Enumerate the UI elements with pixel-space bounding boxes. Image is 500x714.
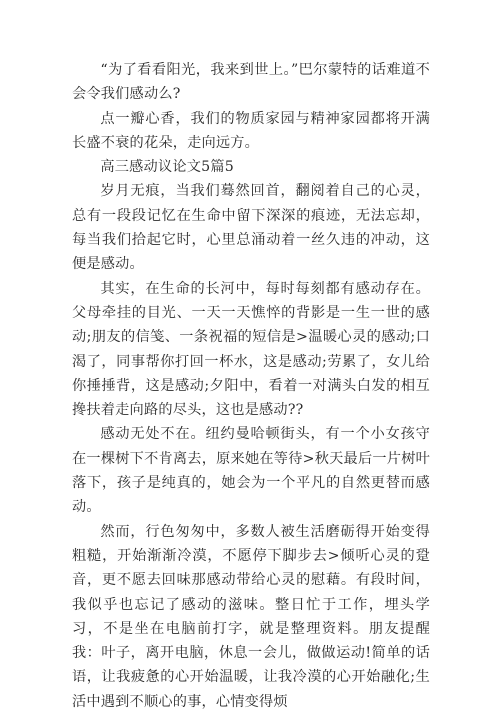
body-paragraph: 岁月无痕，当我们蓦然回首，翻阅着自己的心灵，总有一段段记忆在生命中留下深深的痕迹，无法忘却，每当我们拾起它时，心里总涌动着一丝久违的冲动，这便是感动。 [72, 183, 430, 273]
paragraph-conclusion: 点一瓣心香，我们的物质家园与精神家园都将开满长盛不衰的花朵，走向远方。 [72, 110, 430, 151]
body-paragraph: 然而，行色匆匆中，多数人被生活磨砺得开始变得粗糙，开始渐渐冷漠，不愿停下脚步去>倾听心灵的跫音，更不愿去回味那感动带给心灵的慰藉。有段时间，我似乎也忘记了感动的滋味。整日忙于工作，埋头学习，不是坐在电脑前打字，就是整理资料。朋友提醒我：叶子，离开电脑，休息一会儿，做做运动!简单的话语，让我疲惫的心开始温暖，让我冷漠的心开始融化;生活中遇到不顺心的事，心情变得烦 [72, 523, 430, 710]
body-paragraph: 感动无处不在。纽约曼哈顿街头，有一个小女孩守在一棵树下不肯离去，原来她在等待>秋天最后一片树叶落下，孩子是纯真的，她会为一个平凡的自然更替而感动。 [72, 426, 430, 516]
body-paragraph: 其实，在生命的长河中，每时每刻都有感动存在。父母牵挂的目光、一天一天憔悴的背影是一生一世的感动;朋友的信笺、一条祝福的短信是>温暖心灵的感动;口渴了，同事帮你打回一杯水，这是感动;劳累了，女儿给你捶捶背，这是感动;夕阳中，看着一对满头白发的相互搀扶着走向路的尽头，这也是感动?? [72, 280, 430, 419]
section-heading: 高三感动议论文5篇5 [100, 159, 234, 176]
paragraph-quote: “为了看看阳光，我来到世上。”巴尔蒙特的话难道不会令我们感动么? [72, 62, 430, 103]
document-page [72, 58, 430, 714]
